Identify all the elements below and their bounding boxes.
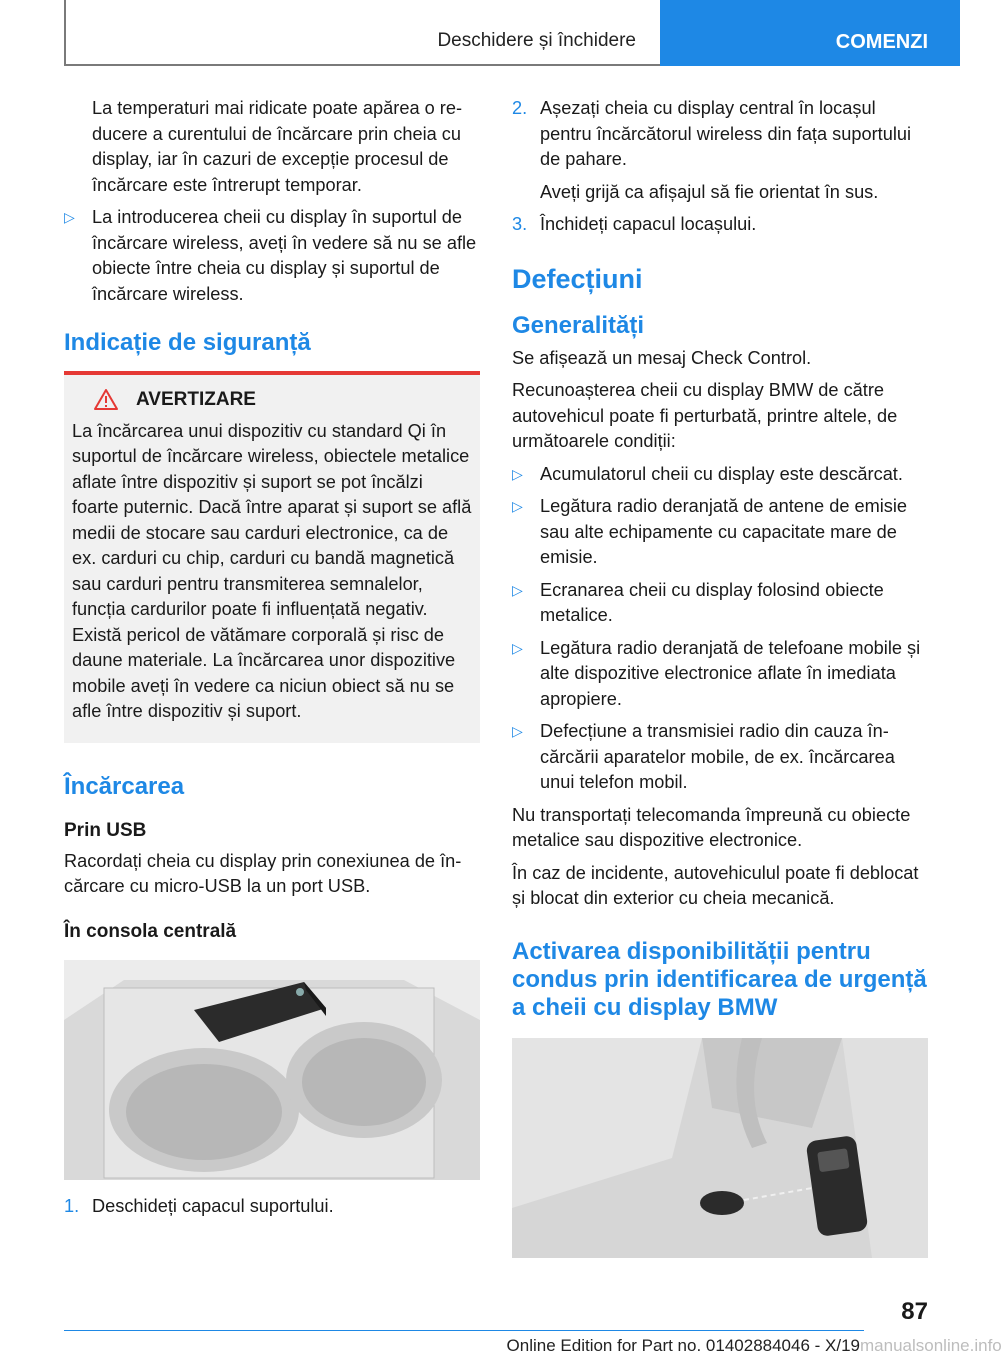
page-number: 87 xyxy=(901,1298,928,1325)
paragraph-3: Nu transportați telecomanda împreună cu obiecte metalice sau dispozitive electronice. xyxy=(512,804,911,850)
usb-text: Racordați cheia cu display prin conexiunea de încărcare cu micro-USB la un port USB. xyxy=(64,850,462,896)
console-photo xyxy=(64,960,480,1180)
step-item xyxy=(64,1194,480,1220)
list-item-text: La introducerea cheii cu display în suportul de încărcare wireless, aveți în vedere să nu se afle obiecte între cheia cu display și suportul de încărcare wireless. xyxy=(92,207,477,304)
key-position-illustration xyxy=(512,1038,928,1258)
warning-title-text: AVERTIZARE xyxy=(136,389,256,410)
step-item xyxy=(512,212,928,238)
list-item xyxy=(512,462,928,488)
header-chapter-label: COMENZI xyxy=(835,31,928,53)
header-bottom-rule xyxy=(64,64,660,66)
step-text: Închideți capacul locașului. xyxy=(540,214,757,234)
step-number: 1. xyxy=(64,1195,80,1216)
header-left-rule xyxy=(64,0,66,66)
general-paragraph-2: Recunoașterea cheii cu display BMW de către autovehicul poate fi perturbată, printre altele, de următoarele condiții: xyxy=(512,380,898,451)
list-item xyxy=(512,636,928,713)
console-illustration xyxy=(64,960,480,1180)
triangle-bullet-icon: ▷ xyxy=(512,581,523,598)
list-item-text: Ecranarea cheii cu display folosind obiecte metalice. xyxy=(540,579,884,625)
list-item-text: Legătura radio deranjată de antene de emisie sau alte echipamente cu capacitate mare de emisie. xyxy=(540,496,908,567)
list-item xyxy=(512,719,928,796)
list-item xyxy=(512,494,928,571)
list-item-text: Legătura radio deranjată de telefoane mobile și alte dispozitive electronice aflate în imediata apropiere. xyxy=(540,637,921,709)
usb-heading: Prin USB xyxy=(64,819,147,841)
charging-heading: Încărcarea xyxy=(64,772,185,800)
warning-text: La încărcarea unui dispozitiv cu standard Qi în suportul de încărcare wireless, obiectele metalice aflate între dispozitiv și suport se pot încălzi foarte puternic. Dacă între aparat și suport se află medii de stocare sau carduri electronice, ca de ex. carduri cu chip, carduri cu bandă magnetică sau carduri pentru transmiterea semnalelor, funcția cardurilor poate fi influențată negativ. Există pericol de vătămare corporală și risc de daune materiale. La încărcarea unor dispozitive mobile aveți în vedere ca niciun obiect să nu se afle între dispozitiv și suport. xyxy=(72,420,472,721)
step-item xyxy=(512,96,928,173)
triangle-bullet-icon: ▷ xyxy=(64,209,75,225)
triangle-bullet-icon: ▷ xyxy=(512,465,523,482)
list-item xyxy=(512,578,928,629)
list-item-text: Acumulatorul cheii cu display este descărcat. xyxy=(540,463,903,484)
faults-heading: Defecțiuni xyxy=(512,263,643,294)
step-note: Aveți grijă ca afișajul să fie orientat în sus. xyxy=(540,181,879,202)
footer-edition: Online Edition for Part no. 01402884046 - X/19 xyxy=(506,1336,860,1355)
warning-triangle-icon xyxy=(94,389,118,410)
header-section-title: Deschidere și închidere xyxy=(437,30,636,51)
general-heading: Generalități xyxy=(512,311,645,339)
list-item xyxy=(64,205,480,307)
warning-box xyxy=(64,371,480,743)
right-column xyxy=(512,96,928,1272)
safety-heading: Indicație de siguranță xyxy=(64,329,311,356)
step-number: 3. xyxy=(512,214,528,234)
step-number: 2. xyxy=(512,98,528,118)
triangle-bullet-icon: ▷ xyxy=(512,723,523,739)
paragraph-4: În caz de incidente, autovehiculul poate fi deblocat și blocat din exterior cu cheia mecanică. xyxy=(512,862,919,908)
triangle-bullet-icon: ▷ xyxy=(512,639,523,656)
header-chapter-tab[interactable] xyxy=(660,0,960,66)
left-column xyxy=(64,96,480,1226)
activation-heading: Activarea disponibilității pentru condus prin identificarea de urgență a cheii cu display BMW xyxy=(512,937,927,1021)
continued-paragraph: La temperaturi mai ridicate poate apărea o reducere a curentului de încărcare prin cheia cu display, iar în cazuri de excepție procesul de încărcare este întrerupt temporar. xyxy=(92,98,463,195)
list-item-text: Defecțiune a transmisiei radio din cauza încărcării aparatelor mobile, de ex. încărcarea unui telefon mobil. xyxy=(540,721,895,792)
step-text: Deschideți capacul suportului. xyxy=(92,1195,334,1216)
warning-title xyxy=(72,387,472,413)
console-heading: În consola centrală xyxy=(64,920,237,942)
key-position-photo xyxy=(512,1038,928,1258)
general-paragraph-1: Se afișează un mesaj Check Control. xyxy=(512,347,812,368)
footer-rule xyxy=(64,1330,864,1331)
footer-watermark: manualsonline.info xyxy=(860,1336,1002,1355)
triangle-bullet-icon: ▷ xyxy=(512,498,523,514)
step-text: Așezați cheia cu display central în locașul pentru încărcătorul wireless din fața suportului de pahare. xyxy=(540,98,912,169)
